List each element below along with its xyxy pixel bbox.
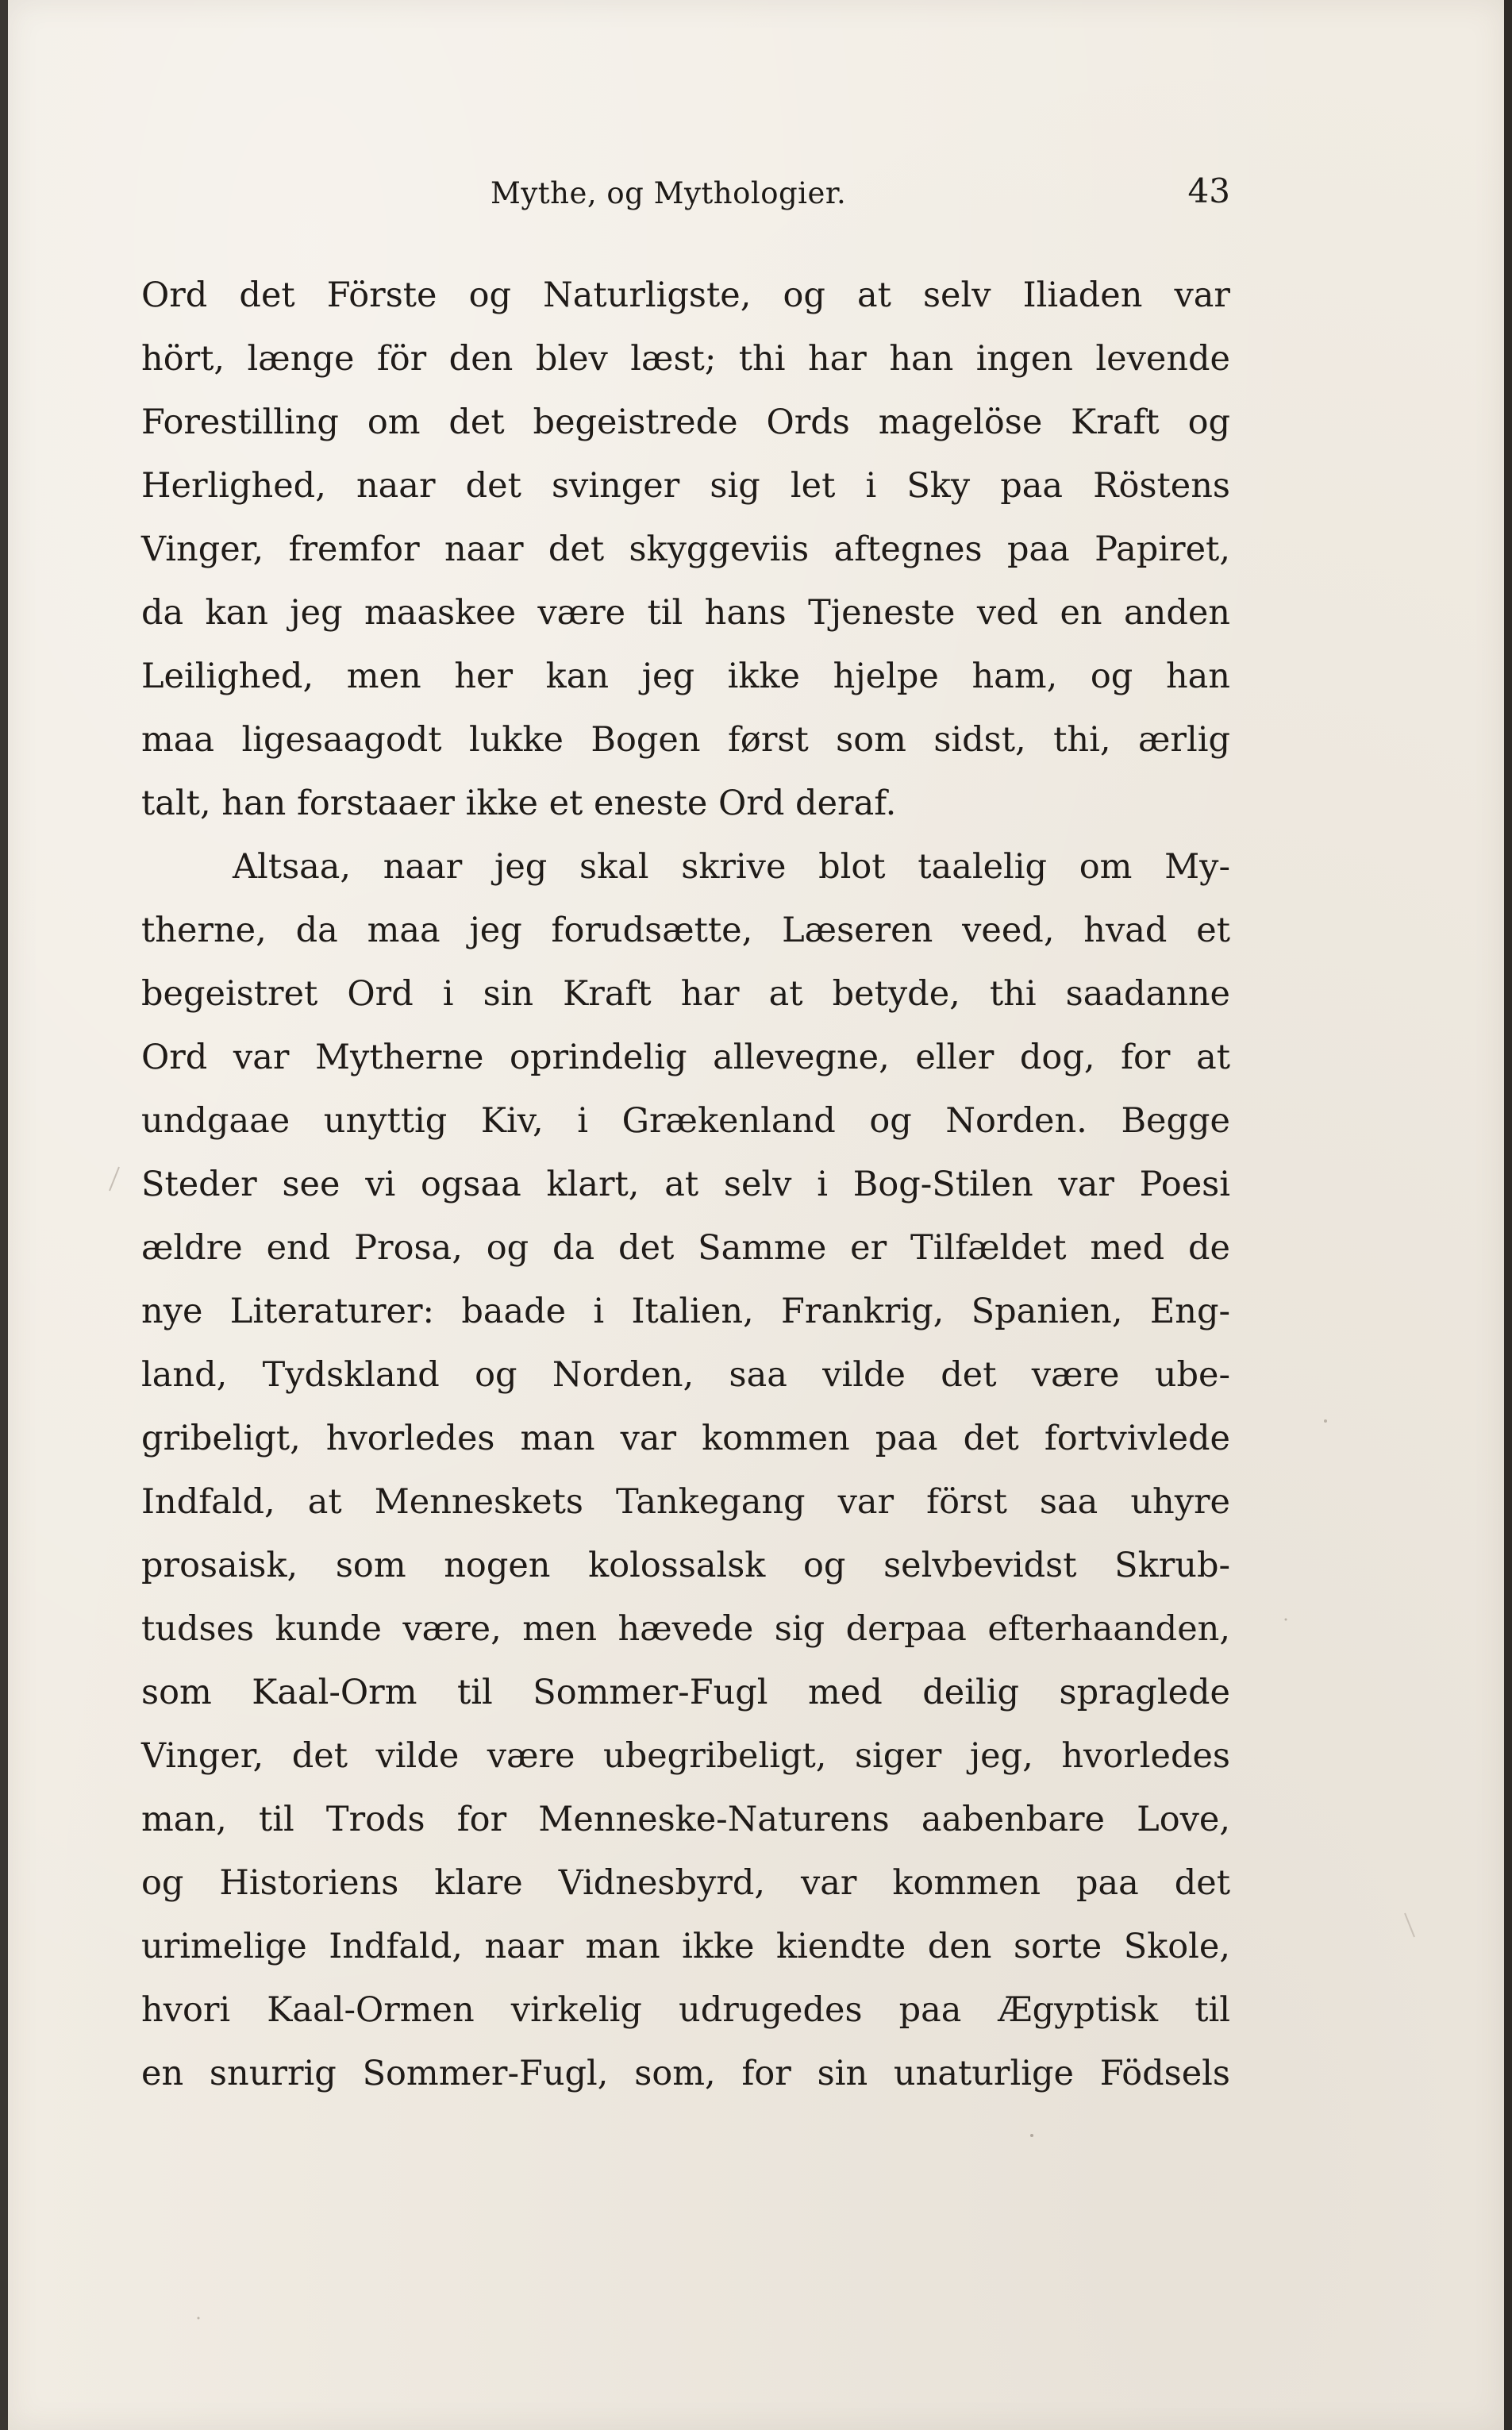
book-page <box>8 0 1504 2430</box>
text-line: Herlighed, naar det svinger sig let i Sky paa Röstens <box>141 466 1230 506</box>
text-line: ældre end Prosa, og da det Samme er Tilfældet med de <box>141 1228 1230 1268</box>
text-line: Steder see vi ogsaa klart, at selv i Bog-Stilen var Poesi <box>141 1165 1230 1204</box>
text-line: hvori Kaal-Ormen virkelig udrugedes paa Ægyptisk til <box>141 1990 1230 2030</box>
text-line: Vinger, fremfor naar det skyggeviis aftegnes paa Papiret, <box>141 530 1230 569</box>
text-line: Vinger, det vilde være ubegribeligt, siger jeg, hvorledes <box>141 1736 1230 1776</box>
body-text <box>141 264 1230 2105</box>
text-line: en snurrig Sommer-Fugl, som, for sin unaturlige Födsels <box>141 2054 1230 2093</box>
text-line: gribeligt, hvorledes man var kommen paa det fortvivlede <box>141 1419 1230 1458</box>
text-line: Ord det Förste og Naturligste, og at selv Iliaden var <box>141 275 1230 315</box>
text-line: therne, da maa jeg forudsætte, Læseren veed, hvad et <box>141 911 1230 950</box>
text-line: urimelige Indfald, naar man ikke kiendte den sorte Skole, <box>141 1927 1230 1966</box>
text-line: Leilighed, men her kan jeg ikke hjelpe ham, og han <box>141 657 1230 696</box>
text-line: da kan jeg maaskee være til hans Tjeneste ved en anden <box>141 593 1230 633</box>
text-line: tudses kunde være, men hævede sig derpaa efterhaanden, <box>141 1609 1230 1649</box>
text-line: Forestilling om det begeistrede Ords magelöse Kraft og <box>141 402 1230 442</box>
text-line: undgaae unyttig Kiv, i Grækenland og Norden. Begge <box>141 1101 1230 1141</box>
scan-edge <box>1504 0 1512 2430</box>
text-line: Altsaa, naar jeg skal skrive blot taalelig om My- <box>233 847 1230 887</box>
text-line: Ord var Mytherne oprindelig allevegne, eller dog, for at <box>141 1038 1230 1077</box>
text-line: nye Literaturer: baade i Italien, Frankrig, Spanien, Eng- <box>141 1292 1230 1331</box>
text-line: prosaisk, som nogen kolossalsk og selvbevidst Skrub- <box>141 1546 1230 1585</box>
running-head-title: Mythe, og Mythologier. <box>491 176 847 210</box>
text-line: talt, han forstaaer ikke et eneste Ord deraf. <box>141 784 897 823</box>
page-number: 43 <box>1187 171 1230 210</box>
text-line: man, til Trods for Menneske-Naturens aabenbare Love, <box>141 1800 1230 1839</box>
running-head <box>141 171 1230 224</box>
text-line: land, Tydskland og Norden, saa vilde det være ube- <box>141 1355 1230 1395</box>
text-line: og Historiens klare Vidnesbyrd, var kommen paa det <box>141 1863 1230 1903</box>
text-line: hört, længe för den blev læst; thi har han ingen levende <box>141 339 1230 379</box>
text-line: som Kaal-Orm til Sommer-Fugl med deilig spraglede <box>141 1673 1230 1712</box>
text-line: begeistret Ord i sin Kraft har at betyde, thi saadanne <box>141 974 1230 1014</box>
text-line: Indfald, at Menneskets Tankegang var först saa uhyre <box>141 1482 1230 1522</box>
text-line: maa ligesaagodt lukke Bogen først som sidst, thi, ærlig <box>141 720 1230 760</box>
